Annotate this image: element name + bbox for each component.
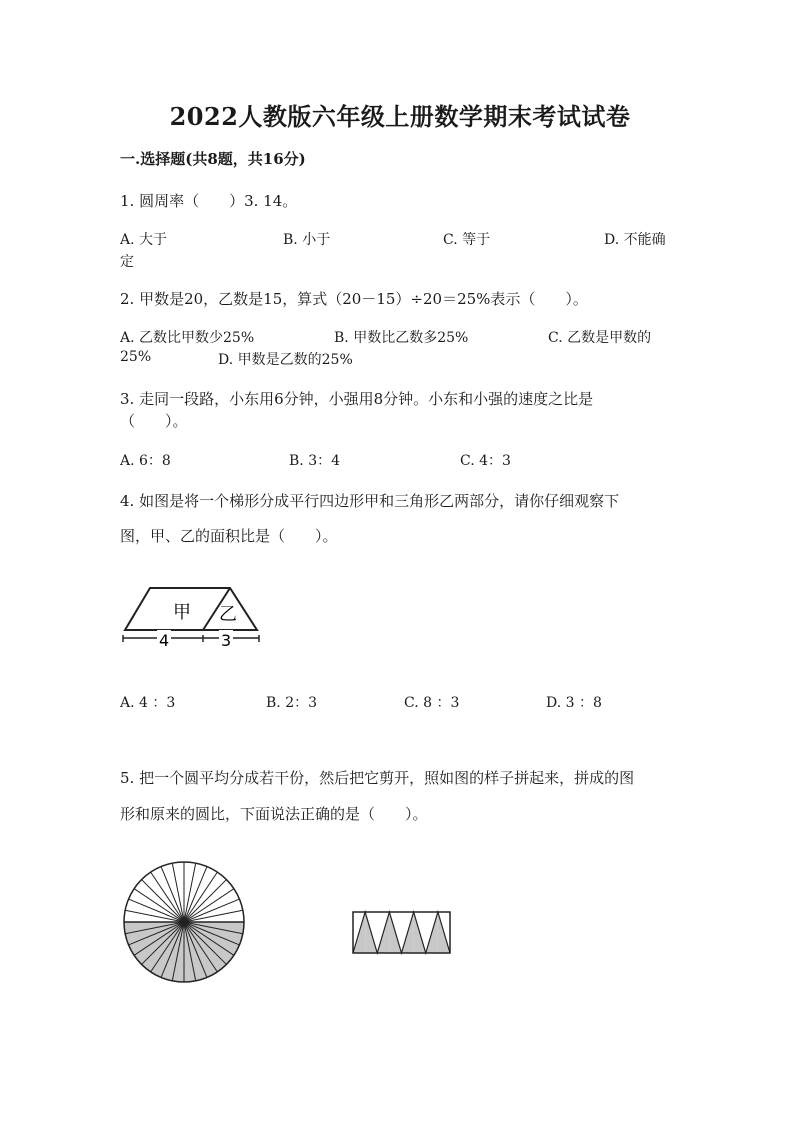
- question-2-stem: 2. 甲数是20，乙数是15，算式（20－15）÷20＝25%表示（ ）。: [120, 290, 588, 308]
- divided-circle-figure: [122, 860, 246, 984]
- q1-option-d-continued: 定: [120, 254, 134, 270]
- circle-sector-line: [142, 880, 184, 922]
- triangle-label: 乙: [219, 604, 237, 625]
- q3-option-c: C. 4：3: [460, 453, 511, 469]
- parallelogram-label: 甲: [173, 602, 191, 623]
- q2-option-a: A. 乙数比甲数少25%: [120, 330, 255, 346]
- q4-option-c: C. 8 ：3: [404, 695, 460, 711]
- question-5-stem-line-2: 形和原来的圆比，下面说法正确的是（ ）。: [120, 805, 428, 823]
- question-4-stem-line-1: 4. 如图是将一个梯形分成平行四边形甲和三角形乙两部分，请你仔细观察下: [120, 492, 620, 510]
- question-4-stem-line-2: 图，甲、乙的面积比是（ ）。: [120, 527, 338, 545]
- q4-option-d: D. 3 ：8: [546, 695, 602, 711]
- q2-option-d: D. 甲数是乙数的25%: [218, 352, 353, 368]
- circle-sector-line: [184, 880, 226, 922]
- question-3-stem-line-1: 3. 走同一段路，小东用6分钟，小强用8分钟。小东和小强的速度之比是: [120, 390, 594, 408]
- circle-center: [182, 920, 187, 925]
- question-5-stem-line-1: 5. 把一个圆平均分成若干份，然后把它剪开，照如图的样子拼起来，拼成的图: [120, 769, 635, 787]
- section-heading: 一.选择题(共8题，共16分): [120, 150, 306, 168]
- question-3-stem-line-2: （ ）。: [120, 412, 188, 430]
- q1-option-c: C. 等于: [443, 232, 491, 248]
- page-title: 2022人教版六年级上册数学期末考试试卷: [169, 102, 631, 131]
- q2-option-b: B. 甲数比乙数多25%: [334, 330, 469, 346]
- trapezoid-figure: [115, 580, 275, 655]
- rearranged-sectors-figure: [350, 908, 455, 958]
- q1-option-d: D. 不能确: [604, 232, 666, 248]
- base-label-b: 3: [221, 631, 232, 650]
- q3-option-b: B. 3：4: [289, 453, 341, 469]
- q1-option-a: A. 大于: [120, 232, 168, 248]
- question-1-stem: 1. 圆周率（ ）3. 14。: [120, 192, 298, 210]
- trapezoid-outline: [125, 588, 257, 630]
- q2-option-c-continued: 25%: [120, 349, 152, 365]
- q3-option-a: A. 6：8: [120, 453, 171, 469]
- q1-option-b: B. 小于: [283, 232, 331, 248]
- q4-option-a: A. 4 ：3: [120, 695, 176, 711]
- q2-option-c: C. 乙数是甲数的: [548, 330, 652, 346]
- q4-option-b: B. 2：3: [266, 695, 318, 711]
- base-label-a: 4: [159, 631, 170, 650]
